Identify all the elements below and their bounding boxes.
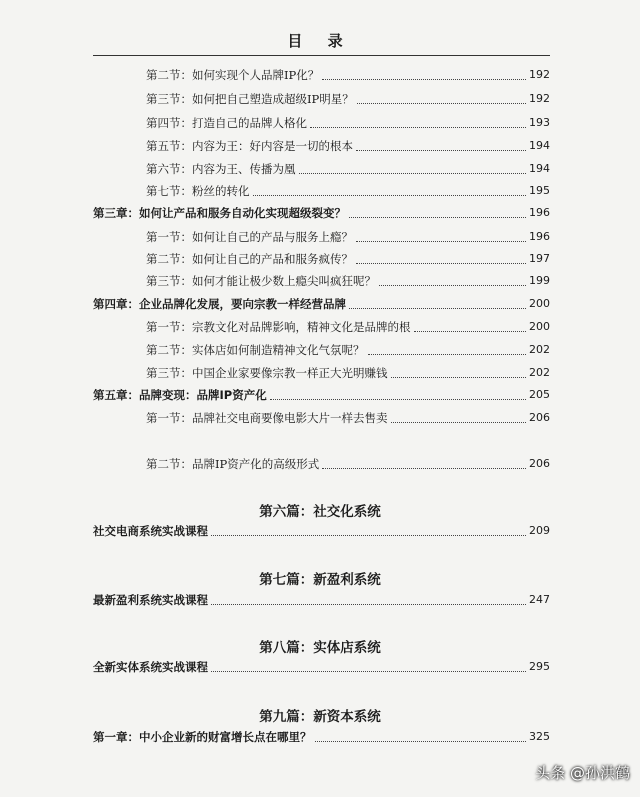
entry-page: 205 (529, 388, 550, 401)
toc-chapter (93, 660, 550, 674)
toc-chapter (93, 524, 550, 538)
leader-dots (211, 535, 526, 536)
entry-page: 194 (529, 139, 550, 152)
entry-page: 195 (529, 184, 550, 197)
entry-page: 197 (529, 252, 550, 265)
part-title: 第七篇：新盈利系统 (259, 572, 381, 588)
toc-entry (146, 366, 550, 380)
entry-page: 202 (529, 343, 550, 356)
entry-title: 第七节：粉丝的转化 (146, 184, 250, 198)
toc-chapter (93, 593, 550, 607)
part-title: 第六篇：社交化系统 (259, 504, 381, 520)
entry-page: 209 (529, 524, 550, 537)
chapter-title: 第四章：企业品牌化发展，要向宗教一样经营品牌 (93, 297, 346, 311)
entry-page: 199 (529, 274, 550, 287)
entry-page: 200 (529, 320, 550, 333)
toc-entry (146, 457, 550, 471)
toc-chapter (93, 730, 550, 744)
toc-entry (146, 92, 550, 106)
entry-title: 第一节：如何让自己的产品与服务上瘾？ (146, 230, 353, 244)
toc-entry (146, 411, 550, 425)
entry-page: 196 (529, 206, 550, 219)
entry-title: 第二节：如何让自己的产品和服务疯传？ (146, 252, 353, 266)
chapter-title: 全新实体系统实战课程 (93, 660, 208, 674)
entry-title: 第三节：如何把自己塑造成超级IP明星？ (146, 92, 354, 106)
leader-dots (368, 354, 527, 355)
toc-entry (146, 139, 550, 153)
leader-dots (253, 195, 527, 196)
leader-dots (211, 671, 526, 672)
leader-dots (270, 399, 526, 400)
entry-page: 192 (529, 92, 550, 105)
leader-dots (356, 150, 526, 151)
leader-dots (379, 285, 526, 286)
toc-chapter (93, 206, 550, 220)
toc-entry (146, 274, 550, 288)
entry-title: 第二节：品牌IP资产化的高级形式 (146, 457, 320, 471)
leader-dots (322, 468, 526, 469)
part-title: 第八篇：实体店系统 (259, 640, 381, 656)
chapter-title: 第一章：中小企业新的财富增长点在哪里？ (93, 730, 312, 744)
entry-page: 206 (529, 411, 550, 424)
entry-title: 第三节：如何才能让极少数上瘾尖叫疯狂呢？ (146, 274, 376, 288)
watermark-text: 头条 @孙洪鹤 (535, 764, 630, 782)
heading-rule (93, 55, 550, 56)
entry-title: 第五节：内容为王：好内容是一切的根本 (146, 139, 353, 153)
entry-title: 第一节：宗教文化对品牌影响，精神文化是品牌的根 (146, 320, 411, 334)
entry-page: 202 (529, 366, 550, 379)
toc-entry (146, 320, 550, 334)
entry-title: 第一节：品牌社交电商要像电影大片一样去售卖 (146, 411, 388, 425)
leader-dots (211, 604, 526, 605)
entry-title: 第六节：内容为王、传播为凰 (146, 162, 296, 176)
entry-page: 295 (529, 660, 550, 673)
entry-title: 第二节：如何实现个人品牌IP化？ (146, 68, 320, 82)
toc-entry (146, 68, 550, 82)
chapter-title: 第三章：如何让产品和服务自动化实现超级裂变？ (93, 206, 346, 220)
leader-dots (349, 217, 526, 218)
leader-dots (391, 422, 527, 423)
toc-entry (146, 230, 550, 244)
entry-page: 192 (529, 68, 550, 81)
leader-dots (349, 308, 526, 309)
toc-entry (146, 184, 550, 198)
leader-dots (391, 377, 527, 378)
entry-title: 第四节：打造自己的品牌人格化 (146, 116, 307, 130)
entry-page: 206 (529, 457, 550, 470)
leader-dots (299, 173, 527, 174)
leader-dots (414, 331, 527, 332)
chapter-title: 社交电商系统实战课程 (93, 524, 208, 538)
toc-entry (146, 343, 550, 357)
entry-page: 196 (529, 230, 550, 243)
leader-dots (356, 263, 526, 264)
entry-page: 193 (529, 116, 550, 129)
toc-chapter (93, 297, 550, 311)
part-title: 第九篇：新资本系统 (259, 709, 381, 725)
entry-page: 325 (529, 730, 550, 743)
entry-title: 第二节：实体店如何制造精神文化气氛呢？ (146, 343, 365, 357)
leader-dots (322, 79, 526, 80)
entry-title: 第三节：中国企业家要像宗教一样正大光明赚钱 (146, 366, 388, 380)
leader-dots (310, 127, 526, 128)
toc-entry (146, 162, 550, 176)
toc-heading: 目 录 (287, 32, 353, 50)
toc-entry (146, 116, 550, 130)
chapter-title: 最新盈利系统实战课程 (93, 593, 208, 607)
entry-page: 200 (529, 297, 550, 310)
toc-chapter (93, 388, 550, 402)
leader-dots (315, 741, 527, 742)
toc-entry (146, 252, 550, 266)
chapter-title: 第五章：品牌变现：品牌IP资产化 (93, 388, 267, 402)
leader-dots (356, 241, 526, 242)
leader-dots (357, 103, 526, 104)
entry-page: 247 (529, 593, 550, 606)
entry-page: 194 (529, 162, 550, 175)
